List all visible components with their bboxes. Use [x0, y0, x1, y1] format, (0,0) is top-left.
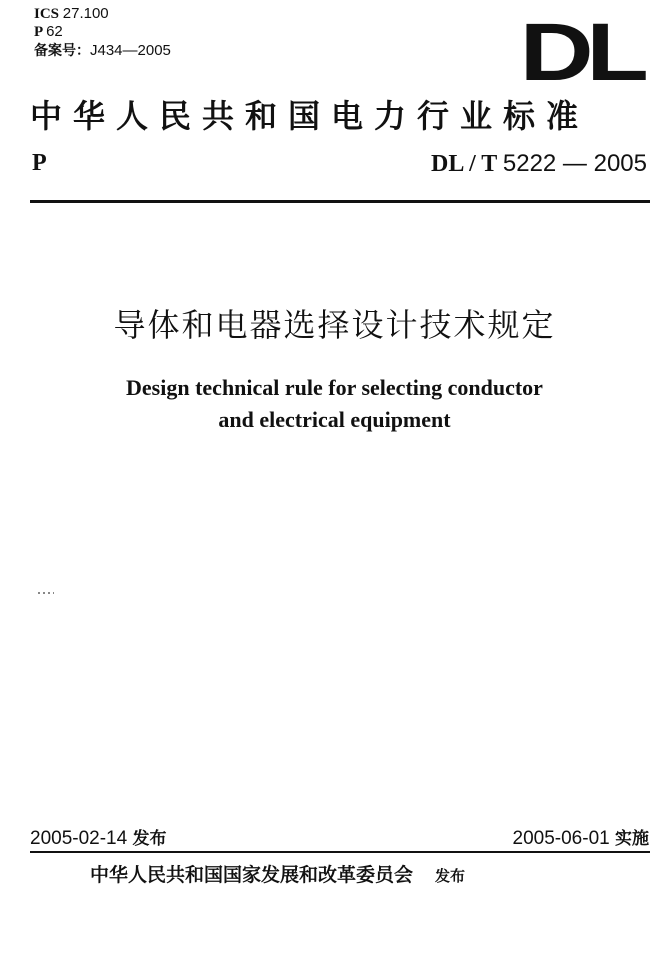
- issue-date-value: 2005-02-14: [30, 828, 128, 849]
- ics-code: [34, 4, 109, 24]
- classification-label: P: [34, 24, 43, 40]
- classification-code: [34, 22, 63, 42]
- implementation-date-label: 实施: [615, 829, 649, 849]
- ics-label: ICS: [34, 6, 60, 22]
- dl-logo: DL: [519, 7, 641, 98]
- standard-code-prefix: DL / T: [431, 151, 497, 177]
- record-label: 备案号：: [34, 43, 90, 59]
- implementation-date: [513, 824, 649, 850]
- publisher: [90, 860, 465, 887]
- issue-date-label: 发布: [132, 829, 167, 849]
- document-title-cn: 导体和电器选择设计技术规定: [113, 306, 556, 344]
- standard-code: [431, 150, 647, 178]
- publisher-suffix: 发布: [435, 867, 466, 885]
- standard-category: P: [32, 150, 47, 176]
- record-code: J434—2005: [90, 42, 171, 59]
- scan-speck: [38, 592, 54, 594]
- document-title-en: [0, 372, 669, 436]
- document-title-en-line2: and electrical equipment: [218, 407, 451, 432]
- standard-code-number: 5222 — 2005: [502, 150, 647, 177]
- classification-number: 62: [46, 23, 63, 40]
- issue-date: [30, 824, 166, 850]
- standard-title: 中华人民共和国电力行业标准: [30, 97, 590, 135]
- record-number: [34, 41, 171, 61]
- top-divider: [30, 200, 650, 203]
- implementation-date-value: 2005-06-01: [512, 828, 610, 849]
- document-title-en-line1: Design technical rule for selecting conductor: [126, 375, 543, 400]
- ics-number: 27.100: [62, 5, 109, 22]
- bottom-divider: [30, 851, 650, 853]
- publisher-name: 中华人民共和国国家发展和改革委员会: [90, 864, 414, 886]
